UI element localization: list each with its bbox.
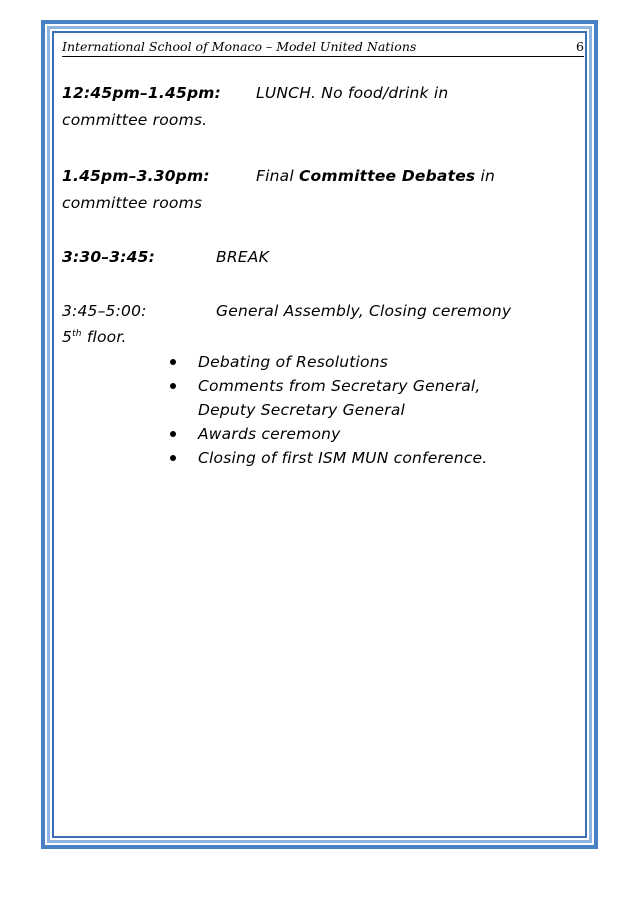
- schedule-time-2: 1.45pm–3.30pm:: [62, 167, 210, 185]
- list-item: [170, 350, 487, 374]
- schedule-floor: [62, 328, 127, 346]
- schedule-desc-1-cont: committee rooms.: [62, 111, 208, 129]
- bullet-text: Debating of Resolutions: [198, 353, 389, 371]
- bullet-text: Comments from Secretary General,: [198, 377, 481, 395]
- schedule-time-3: 3:30–3:45:: [62, 248, 156, 266]
- bullet-text: Awards ceremony: [198, 425, 341, 443]
- bullet-text-continuation: Deputy Secretary General: [198, 401, 406, 419]
- schedule-desc-2-cont: committee rooms: [62, 194, 203, 212]
- floor-rest: floor.: [81, 328, 127, 346]
- list-item: [170, 446, 487, 470]
- list-item: [170, 422, 487, 446]
- bullet-icon: [170, 431, 176, 437]
- bullet-icon: [170, 383, 176, 389]
- floor-number: 5: [62, 328, 73, 346]
- schedule-desc-3: BREAK: [216, 248, 269, 266]
- page-header: [62, 38, 584, 57]
- schedule-desc-2: [256, 167, 495, 185]
- schedule-desc-4: General Assembly, Closing ceremony: [216, 302, 512, 320]
- agenda-bullet-list: [170, 350, 487, 470]
- schedule-desc-2-bold: Committee Debates: [298, 167, 476, 185]
- schedule-desc-1: LUNCH. No food/drink in: [256, 84, 449, 102]
- bullet-text: Closing of first ISM MUN conference.: [198, 449, 488, 467]
- list-item: [170, 374, 487, 422]
- schedule-desc-2-pre: Final: [256, 167, 299, 185]
- floor-superscript: th: [72, 328, 82, 339]
- schedule-desc-2-post: in: [475, 167, 496, 185]
- bullet-icon: [170, 455, 176, 461]
- header-title: International School of Monaco – Model United Nations: [62, 39, 417, 54]
- page-number: 6: [576, 39, 584, 54]
- bullet-icon: [170, 359, 176, 365]
- schedule-time-4: 3:45–5:00:: [62, 302, 147, 320]
- schedule-time-1: 12:45pm–1.45pm:: [62, 84, 222, 102]
